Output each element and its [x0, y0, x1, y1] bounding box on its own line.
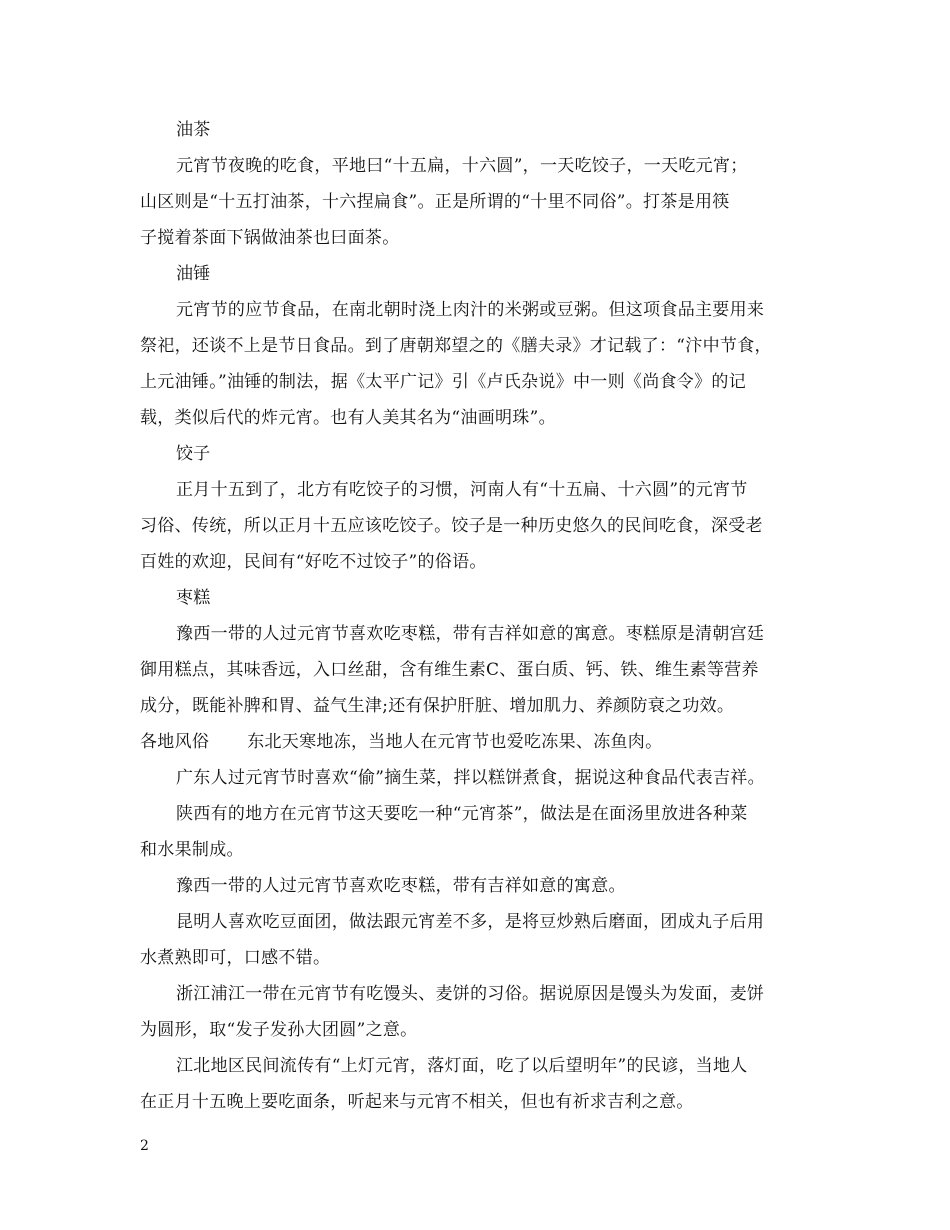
paragraph-line: 山区则是“十五打油茶，十六捏扁食”。正是所谓的“十里不同俗”。打茶是用筷 — [140, 192, 730, 212]
paragraph-line: 豫西一带的人过元宵节喜欢吃枣糕，带有吉祥如意的寓意。枣糕原是清朝宫廷 — [176, 624, 765, 644]
heading-zaogao: 枣糕 — [176, 588, 211, 608]
paragraph-line: 广东人过元宵节时喜欢“偷”摘生菜，拌以糕饼煮食，据说这种食品代表吉祥。 — [176, 768, 765, 788]
paragraph-line: 习俗、传统，所以正月十五应该吃饺子。饺子是一种历史悠久的民间吃食，深受老 — [140, 516, 763, 536]
page-number: 2 — [140, 1138, 149, 1154]
heading-youcha: 油茶 — [176, 120, 211, 140]
paragraph-line: 为圆形，取“发子发孙大团圆”之意。 — [140, 1020, 418, 1040]
paragraph-line: 上元油锤。”油锤的制法，据《太平广记》引《卢氏杂说》中一则《尚食令》的记 — [140, 372, 746, 392]
paragraph-line: 陕西有的地方在元宵节这天要吃一种“元宵茶”，做法是在面汤里放进各种菜 — [176, 804, 748, 824]
paragraph-line: 江北地区民间流传有“上灯元宵，落灯面，吃了以后望明年”的民谚，当地人 — [176, 1056, 748, 1076]
paragraph-line: 水煮熟即可，口感不错。 — [140, 948, 331, 968]
paragraph-line: 在正月十五晚上要吃面条，听起来与元宵不相关，但也有祈求吉利之意。 — [140, 1092, 694, 1112]
paragraph-line: 祭祀，还谈不上是节日食品。到了唐朝郑望之的《膳夫录》才记载了：“汴中节食， — [140, 336, 772, 356]
paragraph-line: 豫西一带的人过元宵节喜欢吃枣糕，带有吉祥如意的寓意。 — [176, 876, 626, 896]
section-first-line: 东北天寒地冻，当地人在元宵节也爱吃冻果、冻鱼肉。 — [247, 732, 663, 752]
document-body — [140, 112, 812, 1120]
paragraph-line: 载，类似后代的炸元宵。也有人美其名为“油画明珠”。 — [140, 408, 556, 428]
paragraph-line: 子搅着茶面下锅做油茶也曰面茶。 — [140, 228, 400, 248]
paragraph-line: 成分，既能补脾和胃、益气生津;还有保护肝脏、增加肌力、养颜防衰之功效。 — [140, 696, 735, 716]
paragraph-line: 浙江浦江一带在元宵节有吃馒头、麦饼的习俗。据说原因是馒头为发面，麦饼 — [176, 984, 765, 1004]
heading-youchui: 油锤 — [176, 264, 211, 284]
section-line — [140, 724, 812, 760]
section-label: 各地风俗 — [140, 732, 210, 752]
paragraph-line: 元宵节夜晚的吃食，平地曰“十五扁，十六圆”，一天吃饺子，一天吃元宵； — [176, 156, 748, 176]
paragraph-line: 昆明人喜欢吃豆面团，做法跟元宵差不多，是将豆炒熟后磨面，团成丸子后用 — [176, 912, 765, 932]
paragraph-line: 御用糕点，其味香远，入口丝甜，含有维生素C、蛋白质、钙、铁、维生素等营养 — [140, 660, 759, 680]
paragraph-line: 元宵节的应节食品，在南北朝时浇上肉汁的米粥或豆粥。但这项食品主要用来 — [176, 300, 765, 320]
heading-jiaozi: 饺子 — [176, 444, 211, 464]
paragraph-line: 百姓的欢迎，民间有“好吃不过饺子”的俗语。 — [140, 552, 487, 572]
paragraph-line: 正月十五到了，北方有吃饺子的习惯，河南人有“十五扁、十六圆”的元宵节 — [176, 480, 748, 500]
paragraph-line: 和水果制成。 — [140, 840, 244, 860]
